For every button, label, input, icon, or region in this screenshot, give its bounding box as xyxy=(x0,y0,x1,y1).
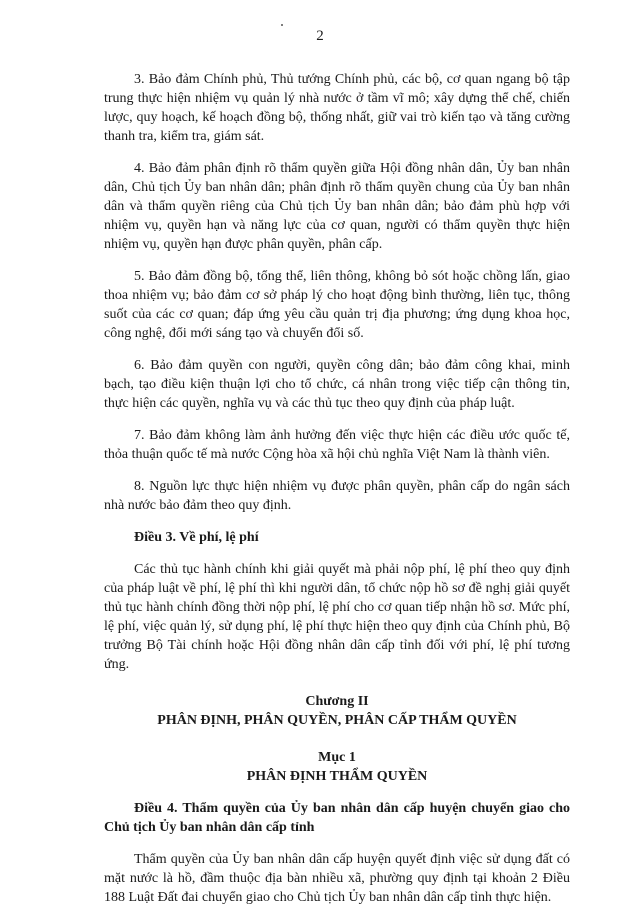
scan-speck xyxy=(281,24,283,26)
article-4-body: Thẩm quyền của Ủy ban nhân dân cấp huyện quyết định việc sử dụng đất có mặt nước là hồ, đầm thuộc địa bàn nhiều xã, phường quy định tại khoản 2 Điều 188 Luật Đất đai chuyển giao cho Chủ tịch Ủy ban nhân dân cấp tỉnh thực hiện. xyxy=(104,852,570,905)
clause-5: 5. Bảo đảm đồng bộ, tổng thể, liên thông, không bỏ sót hoặc chồng lấn, giao thoa nhiệm vụ; bảo đảm cơ sở pháp lý cho hoạt động bình thường, liên tục, thông suốt của các cơ quan; đáp ứng yêu cầu quản trị địa phương; ứng dụng khoa học, công nghệ, đổi mới sáng tạo và chuyển đổi số. xyxy=(104,269,570,341)
document-body xyxy=(104,70,570,907)
clause-8: 8. Nguồn lực thực hiện nhiệm vụ được phân quyền, phân cấp do ngân sách nhà nước bảo đảm theo quy định. xyxy=(104,479,570,513)
chapter-title: PHÂN ĐỊNH, PHÂN QUYỀN, PHÂN CẤP THẨM QUYỀN xyxy=(157,713,517,728)
page-number: 2 xyxy=(316,28,324,44)
article-3-body: Các thủ tục hành chính khi giải quyết mà phải nộp phí, lệ phí theo quy định của pháp luật về phí, lệ phí thì khi người dân, tổ chức nộp hồ sơ đề nghị giải quyết thủ tục hành chính đồng thời nộp phí, lệ phí cho cơ quan tiếp nhận hồ sơ. Mức phí, lệ phí, việc quản lý, sử dụng phí, lệ phí thực hiện theo quy định của Chính phủ, Bộ trưởng Bộ Tài chính hoặc Hội đồng nhân dân cấp tỉnh đối với phí, lệ phí tương ứng. xyxy=(104,562,570,672)
article-4-title: Điều 4. Thẩm quyền của Ủy ban nhân dân cấp huyện chuyển giao cho Chủ tịch Ủy ban nhân dân cấp tỉnh xyxy=(104,801,570,835)
article-3-title: Điều 3. Về phí, lệ phí xyxy=(134,530,259,545)
clause-6: 6. Bảo đảm quyền con người, quyền công dân; bảo đảm công khai, minh bạch, tạo điều kiện thuận lợi cho tổ chức, cá nhân trong việc tiếp cận thông tin, thực hiện các quyền, nghĩa vụ và các thủ tục theo quy định của pháp luật. xyxy=(104,358,570,411)
section-title: PHÂN ĐỊNH THẨM QUYỀN xyxy=(246,769,428,784)
clause-7: 7. Bảo đảm không làm ảnh hưởng đến việc thực hiện các điều ước quốc tế, thỏa thuận quốc tế mà nước Cộng hòa xã hội chủ nghĩa Việt Nam là thành viên. xyxy=(104,428,570,462)
section-label: Mục 1 xyxy=(318,750,356,765)
chapter-label: Chương II xyxy=(305,694,369,709)
clause-4: 4. Bảo đảm phân định rõ thẩm quyền giữa Hội đồng nhân dân, Ủy ban nhân dân, Chủ tịch Ủy ban nhân dân; phân định rõ thẩm quyền chung của Ủy ban nhân dân và thẩm quyền riêng của Chủ tịch Ủy ban nhân dân; bảo đảm phù hợp với nhiệm vụ, quyền hạn và năng lực của cơ quan, người có thẩm quyền thực hiện nhiệm vụ, quyền hạn được phân quyền, phân cấp. xyxy=(104,161,570,252)
clause-3: 3. Bảo đảm Chính phủ, Thủ tướng Chính phủ, các bộ, cơ quan ngang bộ tập trung thực hiện nhiệm vụ quản lý nhà nước ở tầm vĩ mô; xây dựng thể chế, chiến lược, quy hoạch, kế hoạch đồng bộ, thống nhất, giữ vai trò kiến tạo và tăng cường thanh tra, kiểm tra, giám sát. xyxy=(104,72,570,144)
